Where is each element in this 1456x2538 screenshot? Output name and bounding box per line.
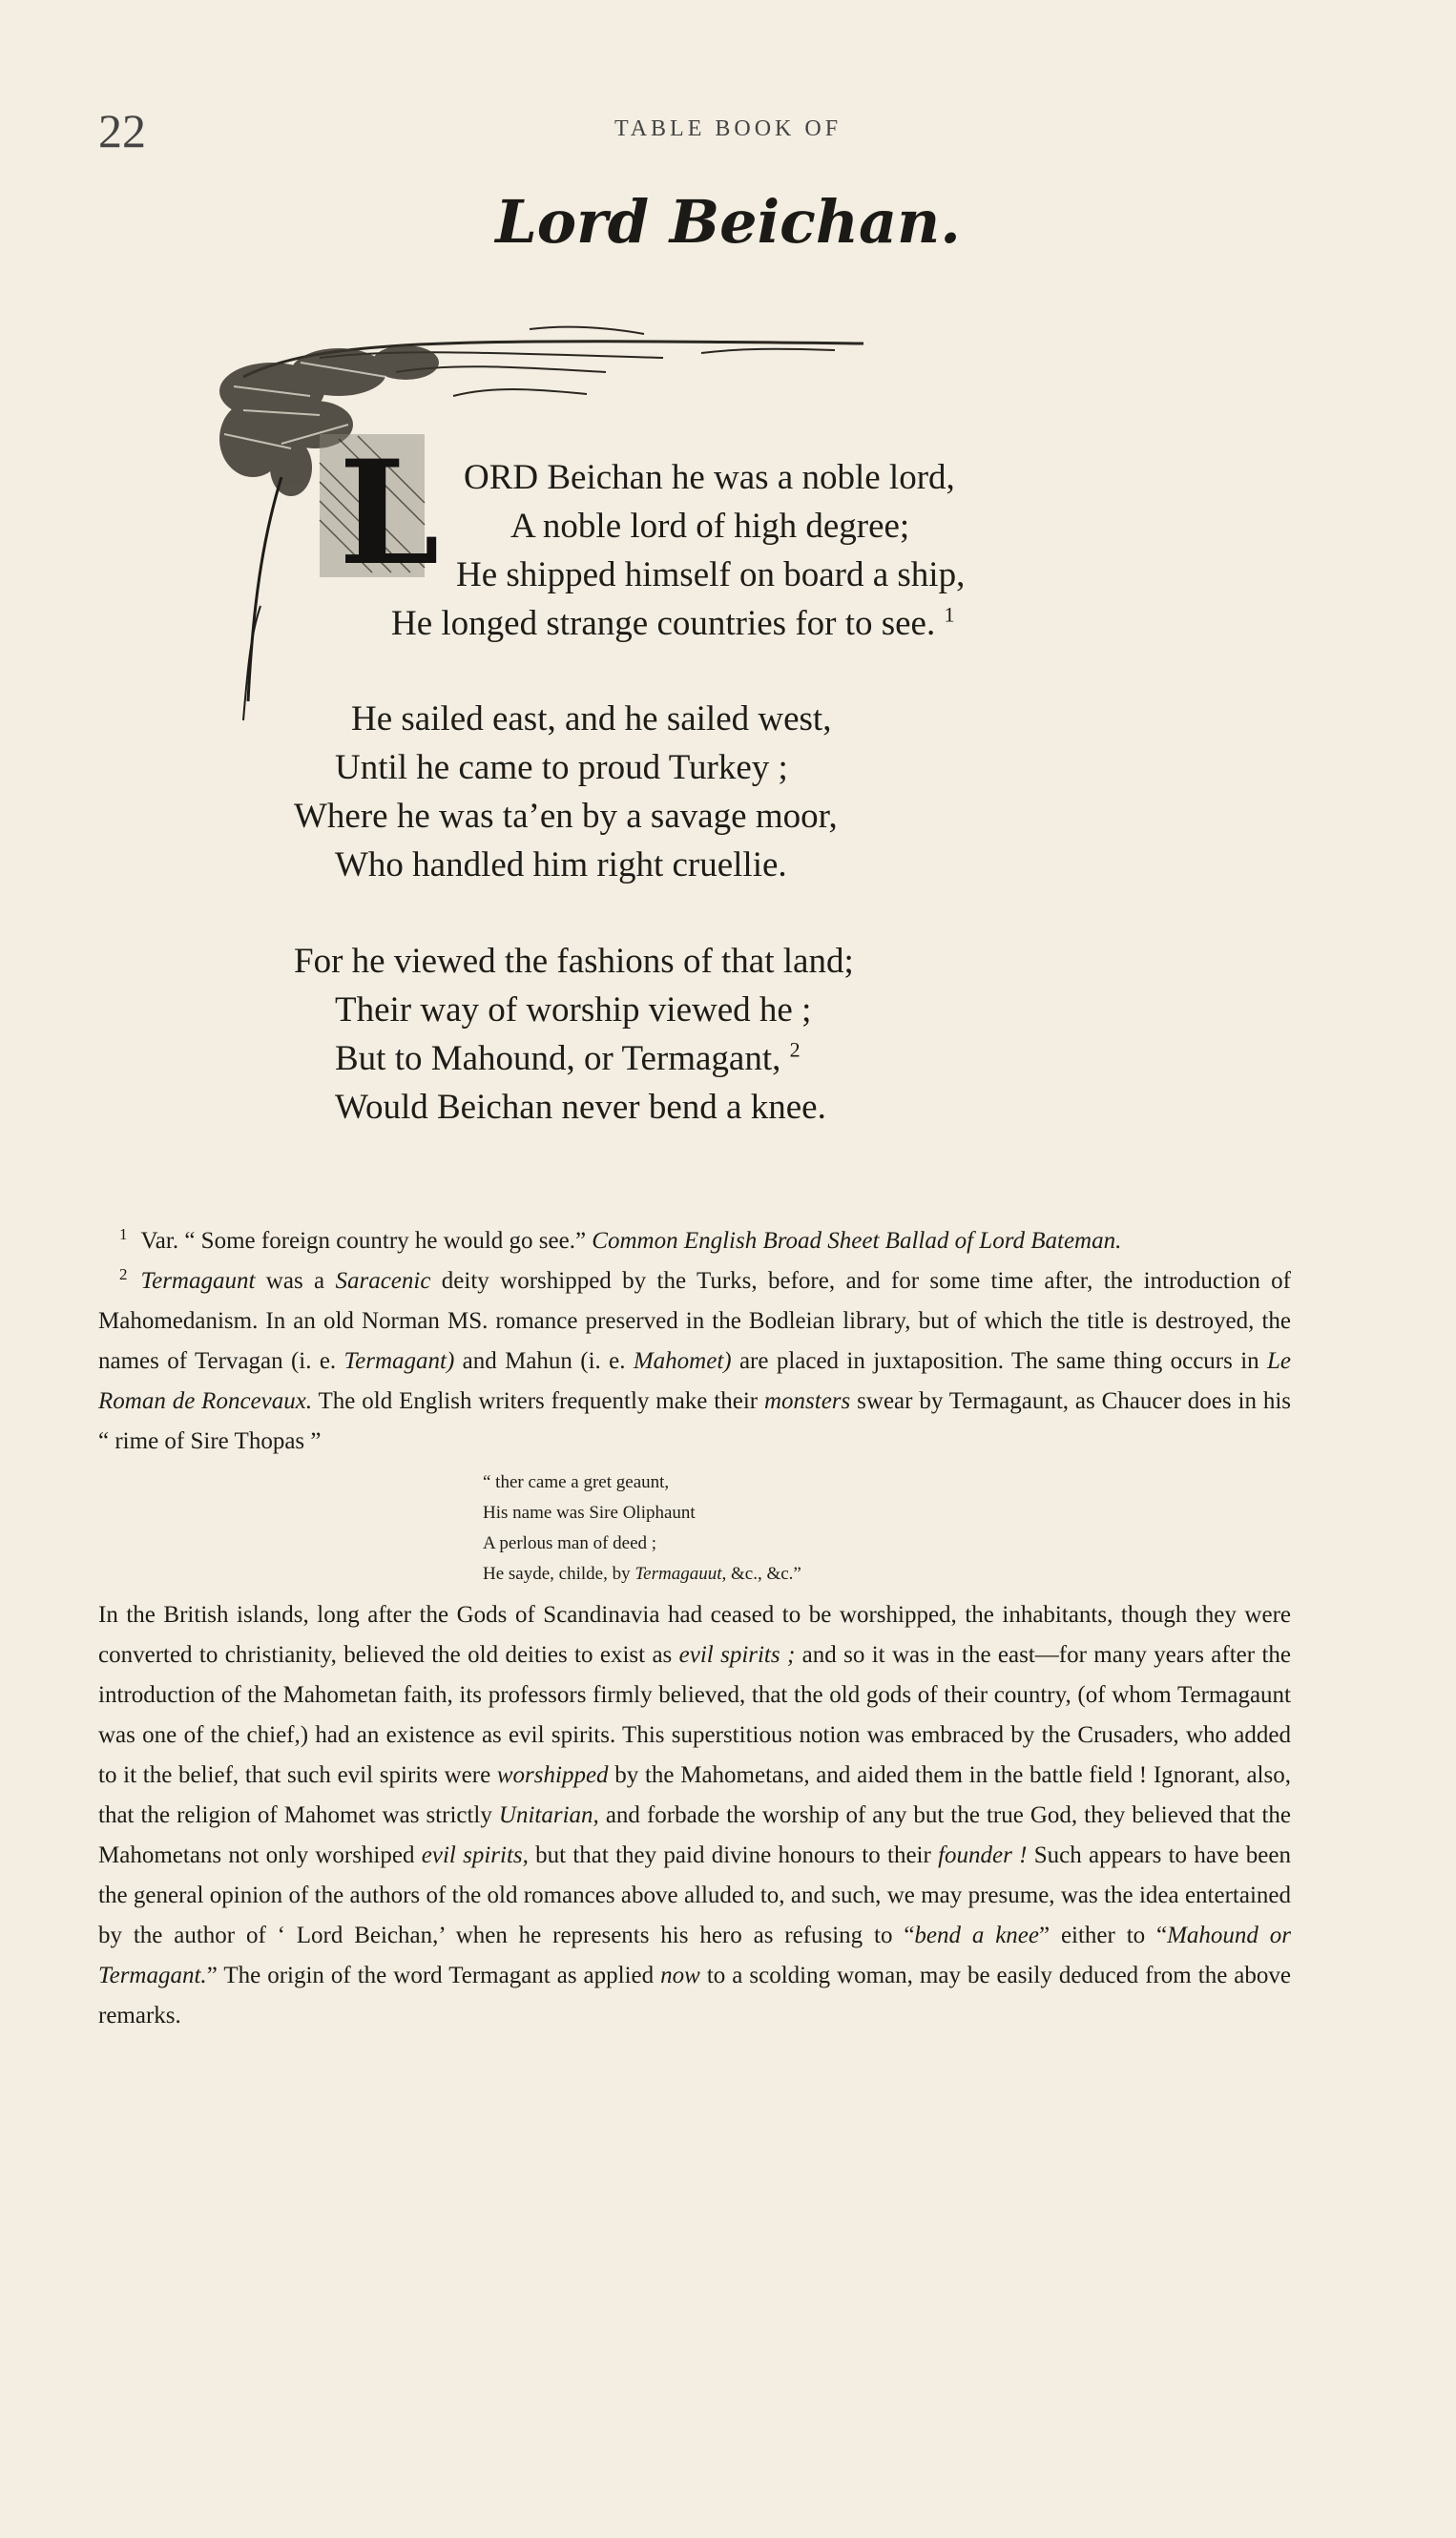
footnote-ref-1: 1 (944, 602, 955, 627)
quote-line: He sayde, childe, by Termagauut, &c., &c.” (483, 1564, 801, 1584)
stanza-line: ORD Beichan he was a noble lord, (464, 458, 955, 497)
stanza-line: For he viewed the fashions of that land; (294, 942, 854, 981)
poem-title: Lord Beichan. (495, 187, 961, 257)
stanza-line: Until he came to proud Turkey ; (335, 748, 788, 787)
quote-line: A perlous man of deed ; (483, 1533, 657, 1553)
stanza-1 (391, 453, 966, 648)
footnotes (98, 1221, 1291, 2036)
stanza-line: He shipped himself on board a ship, (456, 555, 966, 594)
stanza-line: But to Mahound, or Termagant, (335, 1039, 781, 1078)
running-title: TABLE BOOK OF (614, 116, 842, 141)
stanza-3 (294, 937, 854, 1132)
page-header (0, 103, 1456, 160)
footnote-2: $^2$ Termagaunt was a Saracenic deity worshipped by the Turks, before, and for some time after, the introduction of Mahomedanism. In an old Norman MS. romance preserved in the Bodleian library, but of which the title is destroyed, the names of Tervagan (i. e. Termagant) and Mahun (i. e. Mahomet) are placed in juxtaposition. The same thing occurs in Le Roman de Roncevaux. The old English writers frequently make their monsters swear by Termagaunt, as Chaucer does in his “ rime of Sire Thopas ” (98, 1264, 1291, 1454)
stanza-line: Would Beichan never bend a knee. (335, 1088, 826, 1127)
stanza-line: A noble lord of high degree; (510, 507, 910, 546)
footnote-ref-2: 2 (789, 1037, 801, 1062)
drop-cap-letter: L (339, 429, 440, 597)
footnote-2-continuation: In the British islands, long after the Gods of Scandinavia had ceased to be worshipped, the inhabitants, though they were converted to christianity, believed the old deities to exist as evil spirits ; and so it was in the east—for many years after the introduction of the Mahometan faith, its professors firmly believed, that the old gods of their country, (of whom Termagaunt was one of the chief,) had an existence as evil spirits. This superstitious notion was embraced by the Crusaders, who added to it the belief, that such evil spirits were worshipped by the Mahometans, and aided them in the battle field ! Ignorant, also, that the religion of Mahomet was strictly Unitarian, and forbade the worship of any but the true God, they believed that the Mahometans not only worshiped evil spirits, but that they paid divine honours to their founder ! Such appears to have been the general opinion of the authors of the old romances above alluded to, and such, we may presume, was the idea entertained by the author of ‘ Lord Beichan,’ when he represents his hero as refusing to “bend a knee” either to “Mahound or Termagant.” The origin of the word Termagant as applied now to a scolding woman, may be easily deduced from the above remarks. (98, 1602, 1291, 2028)
stanza-line: Who handled him right cruellie. (335, 845, 787, 884)
stanza-line: He sailed east, and he sailed west, (351, 699, 832, 739)
footnote-1: $^1$ Var. “ Some foreign country he would go see.” Common English Broad Sheet Ballad of Lord Bateman. (119, 1224, 1122, 1254)
quote-line: “ ther came a gret geaunt, (483, 1472, 670, 1492)
stanza-2 (294, 695, 838, 889)
stanza-line: Where he was ta’en by a savage moor, (294, 797, 838, 836)
quote-line: His name was Sire Oliphaunt (483, 1503, 696, 1523)
page-number: 22 (98, 104, 146, 157)
stanza-line: Their way of worship viewed he ; (335, 990, 812, 1030)
chaucer-quote (483, 1467, 1291, 1590)
stanza-line: He longed strange countries for to see. (391, 604, 936, 643)
